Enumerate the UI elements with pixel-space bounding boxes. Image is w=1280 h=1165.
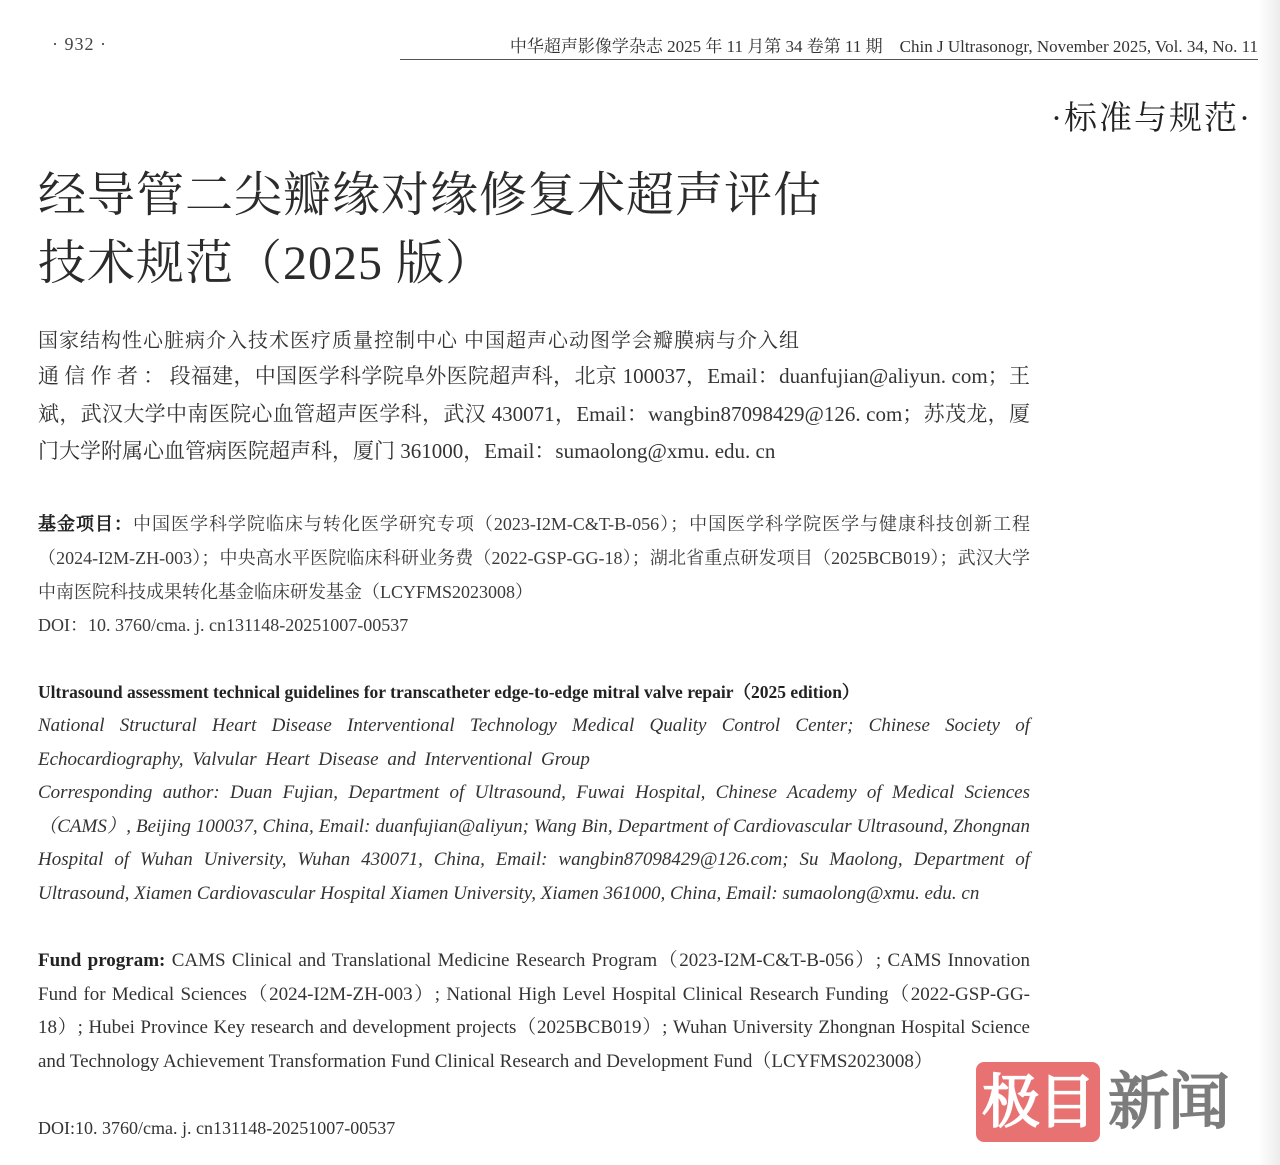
section-label: ·标准与规范· bbox=[1051, 101, 1252, 137]
running-head: 中华超声影像学杂志 2025 年 11 月第 34 卷第 11 期 Chin J Ultrasonogr, November 2025, Vol. 34, No. 11 bbox=[400, 32, 1258, 60]
fund-text-cn: 中国医学科学院临床与转化医学研究专项（2023-I2M-C&T-B-056）；中国医学科学院医学与健康科技创新工程（2024-I2M-ZH-003）；中央高水平医院临床科研业务费（2022-GSP-GG-18）；湖北省重点研发项目（2025BCB019）；武汉大学中南医院科技成果转化基金临床研发基金（LCYFMS2023008） bbox=[38, 514, 1031, 602]
corresponding-author-en bbox=[38, 776, 1030, 910]
english-title: Ultrasound assessment technical guidelines for transcatheter edge-to-edge mitral valve repair（2025 edition） bbox=[38, 682, 860, 702]
corresponding-text-cn: 段福建，中国医学科学院阜外医院超声科，北京 100037，Email：duanfujian@aliyun. com；王斌，武汉大学中南医院心血管超声医学科，武汉 430071，Email：wangbin87098429@126. com；苏茂龙，厦门大学附属心血管病医院超声科，厦门 361000，Email：sumaolong@xmu. edu. cn bbox=[38, 364, 1030, 463]
fund-label-en: Fund program: bbox=[38, 950, 172, 971]
corresponding-author-cn bbox=[38, 358, 1030, 471]
fund-cn bbox=[38, 507, 1030, 609]
fund-text-en: CAMS Clinical and Translational Medicine Research Program（2023-I2M-C&T-B-056）; CAMS Innovation Fund for Medical Sciences（2024-I2M-ZH-003）; National High Level Hospital Clinical Research Funding（2022-GSP-GG-18）; Hubei Province Key research and development projects（2025BCB019）; Wuhan University Zhongnan Hospital Science and Technology Achievement Transformation Fund Clinical Research and Development Fund（LCYFMS2023008） bbox=[38, 950, 1030, 1072]
watermark-text: 新闻 bbox=[1108, 1065, 1229, 1138]
page-number: · 932 · bbox=[52, 34, 107, 54]
corresponding-label-en: Corresponding author: bbox=[38, 782, 231, 803]
authors-cn: 国家结构性心脏病介入技术医疗质量控制中心 中国超声心动图学会瓣膜病与介入组 bbox=[38, 330, 800, 352]
doi-cn[interactable]: DOI：10. 3760/cma. j. cn131148-20251007-00537 bbox=[38, 615, 409, 635]
fund-label-cn: 基金项目： bbox=[38, 514, 133, 534]
title-line-1: 经导管二尖瓣缘对缘修复术超声评估 bbox=[38, 169, 823, 222]
article-title bbox=[38, 162, 822, 298]
doi-en[interactable]: DOI:10. 3760/cma. j. cn131148-20251007-00537 bbox=[38, 1118, 396, 1138]
corresponding-label-cn: 通信作者： bbox=[38, 364, 170, 388]
english-organizations: National Structural Heart Disease Interventional Technology Medical Quality Control Center; Chinese Society of Echocardiography, Valvular Heart Disease and Interventional Group bbox=[38, 715, 1030, 770]
corresponding-text-en: Duan Fujian, Department of Ultrasound, Fuwai Hospital, Chinese Academy of Medical Sciences（CAMS）, Beijing 100037, China, Email: duanfujian@aliyun; Wang Bin, Department of Cardiovascular Ultrasound, Zhongnan Hospital of Wuhan University, Wuhan 430071, China, Email: wangbin87098429@126.com; Su Maolong, Department of Ultrasound, Xiamen Cardiovascular Hospital Xiamen University, Xiamen 361000, China, Email: sumaolong@xmu. edu. cn bbox=[38, 782, 1030, 904]
watermark-box: 极目 bbox=[976, 1062, 1100, 1142]
page-edge-shadow bbox=[1258, 0, 1280, 1165]
title-line-2: 技术规范（2025 版） bbox=[38, 237, 495, 290]
fund-program-en bbox=[38, 944, 1030, 1078]
watermark-logo bbox=[976, 1062, 1228, 1142]
